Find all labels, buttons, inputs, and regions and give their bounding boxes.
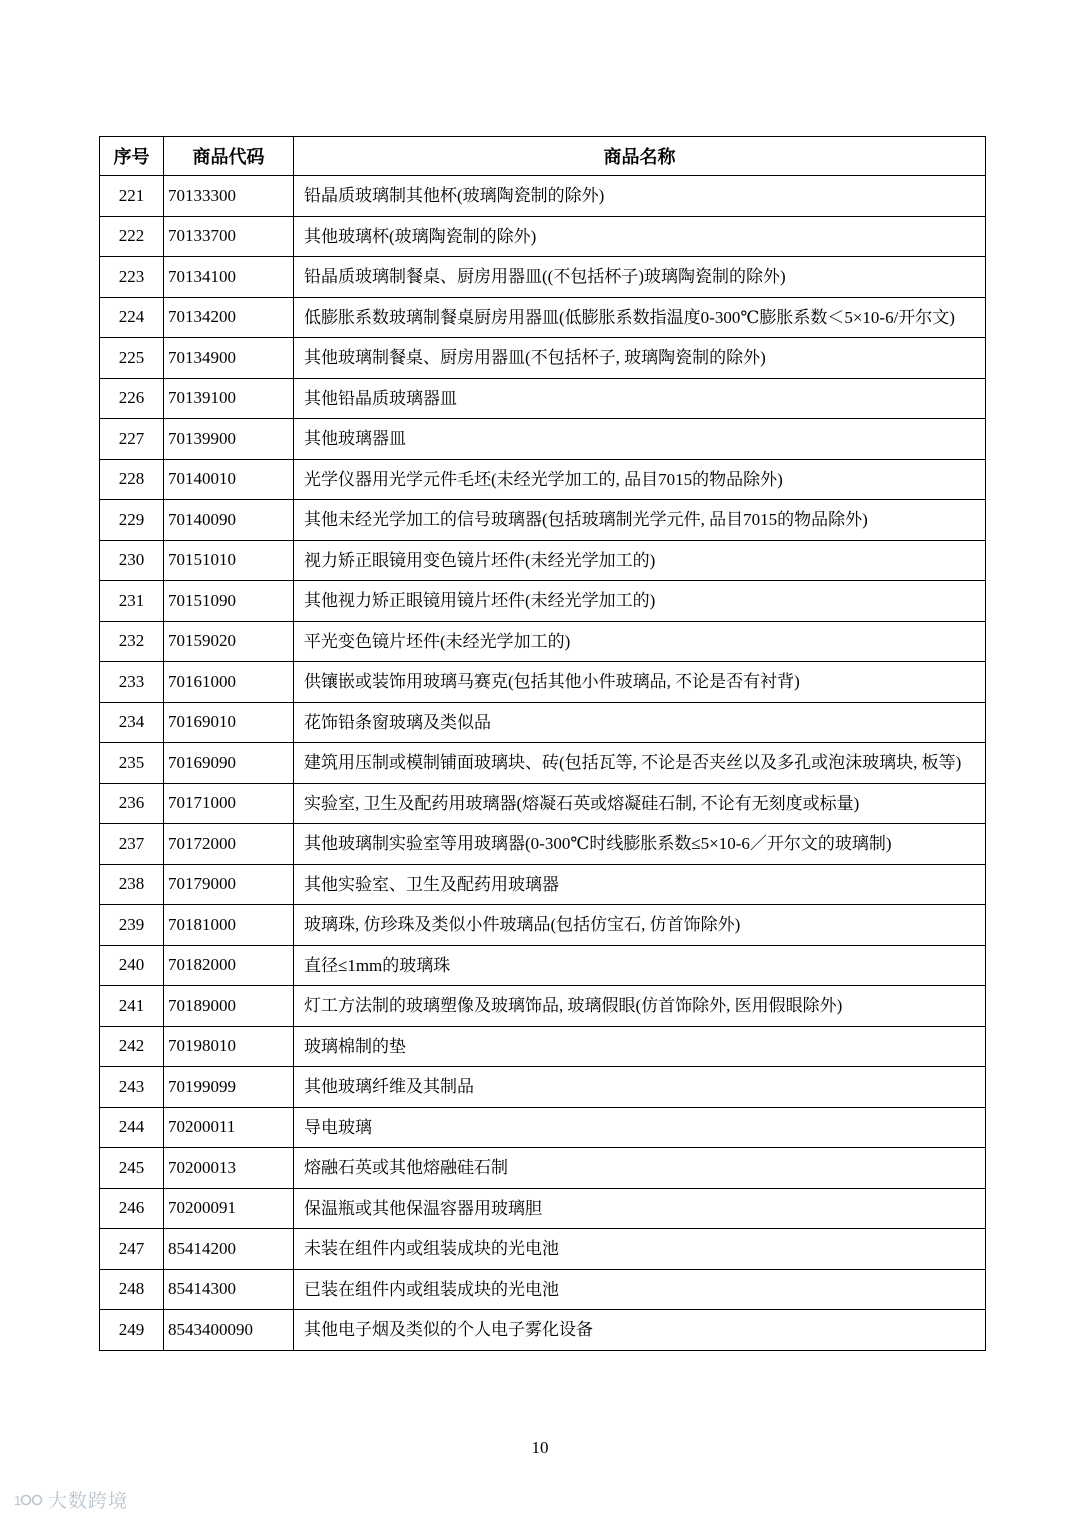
cell-commodity-code: 70161000 xyxy=(164,662,294,703)
cell-commodity-code: 70139100 xyxy=(164,378,294,419)
cell-commodity-name: 其他视力矫正眼镜用镜片坯件(未经光学加工的) xyxy=(294,581,986,622)
cell-commodity-code: 70134100 xyxy=(164,257,294,298)
cell-serial-number: 232 xyxy=(100,621,164,662)
cell-commodity-name: 直径≤1mm的玻璃珠 xyxy=(294,945,986,986)
cell-commodity-code: 70151010 xyxy=(164,540,294,581)
cell-commodity-name: 花饰铅条窗玻璃及类似品 xyxy=(294,702,986,743)
cell-commodity-name: 铅晶质玻璃制餐桌、厨房用器皿((不包括杯子)玻璃陶瓷制的除外) xyxy=(294,257,986,298)
table-header-row xyxy=(100,137,986,176)
table-row xyxy=(100,378,986,419)
table-row xyxy=(100,824,986,865)
cell-serial-number: 241 xyxy=(100,986,164,1027)
cell-commodity-code: 70169090 xyxy=(164,743,294,784)
cell-serial-number: 247 xyxy=(100,1229,164,1270)
cell-serial-number: 221 xyxy=(100,176,164,217)
cell-commodity-name: 导电玻璃 xyxy=(294,1107,986,1148)
header-serial-number: 序号 xyxy=(100,137,164,176)
table-row xyxy=(100,1310,986,1351)
cell-commodity-name: 其他玻璃杯(玻璃陶瓷制的除外) xyxy=(294,216,986,257)
cell-serial-number: 229 xyxy=(100,500,164,541)
svg-text:1: 1 xyxy=(14,1492,23,1508)
cell-commodity-code: 85414200 xyxy=(164,1229,294,1270)
cell-commodity-code: 70181000 xyxy=(164,905,294,946)
cell-serial-number: 249 xyxy=(100,1310,164,1351)
cell-commodity-code: 70172000 xyxy=(164,824,294,865)
cell-commodity-name: 其他玻璃制实验室等用玻璃器(0-300℃时线膨胀系数≤5×10-6／开尔文的玻璃制) xyxy=(294,824,986,865)
cell-commodity-name: 玻璃棉制的垫 xyxy=(294,1026,986,1067)
table-row xyxy=(100,783,986,824)
cell-commodity-name: 其他玻璃纤维及其制品 xyxy=(294,1067,986,1108)
cell-serial-number: 244 xyxy=(100,1107,164,1148)
watermark xyxy=(14,1486,128,1513)
cell-serial-number: 235 xyxy=(100,743,164,784)
cell-serial-number: 242 xyxy=(100,1026,164,1067)
cell-commodity-code: 70199099 xyxy=(164,1067,294,1108)
cell-commodity-name: 玻璃珠, 仿珍珠及类似小件玻璃品(包括仿宝石, 仿首饰除外) xyxy=(294,905,986,946)
cell-serial-number: 240 xyxy=(100,945,164,986)
cell-serial-number: 233 xyxy=(100,662,164,703)
page-number: 10 xyxy=(531,1438,549,1457)
cell-serial-number: 243 xyxy=(100,1067,164,1108)
cell-commodity-code: 70140090 xyxy=(164,500,294,541)
cell-commodity-name: 已装在组件内或组装成块的光电池 xyxy=(294,1269,986,1310)
cell-commodity-name: 其他未经光学加工的信号玻璃器(包括玻璃制光学元件, 品目7015的物品除外) xyxy=(294,500,986,541)
cell-commodity-name: 实验室, 卫生及配药用玻璃器(熔凝石英或熔凝硅石制, 不论有无刻度或标量) xyxy=(294,783,986,824)
table-row xyxy=(100,1026,986,1067)
table-row xyxy=(100,338,986,379)
cell-commodity-code: 70134900 xyxy=(164,338,294,379)
cell-commodity-code: 70179000 xyxy=(164,864,294,905)
table-row xyxy=(100,500,986,541)
cell-commodity-name: 灯工方法制的玻璃塑像及玻璃饰品, 玻璃假眼(仿首饰除外, 医用假眼除外) xyxy=(294,986,986,1027)
cell-commodity-name: 保温瓶或其他保温容器用玻璃胆 xyxy=(294,1188,986,1229)
table-row xyxy=(100,1148,986,1189)
cell-serial-number: 248 xyxy=(100,1269,164,1310)
cell-commodity-code: 70198010 xyxy=(164,1026,294,1067)
cell-serial-number: 228 xyxy=(100,459,164,500)
cell-serial-number: 234 xyxy=(100,702,164,743)
cell-serial-number: 239 xyxy=(100,905,164,946)
cell-commodity-name: 其他电子烟及类似的个人电子雾化设备 xyxy=(294,1310,986,1351)
table-row xyxy=(100,662,986,703)
cell-commodity-name: 未装在组件内或组装成块的光电池 xyxy=(294,1229,986,1270)
header-commodity-name: 商品名称 xyxy=(294,137,986,176)
cell-serial-number: 227 xyxy=(100,419,164,460)
cell-commodity-code: 70134200 xyxy=(164,297,294,338)
table-row xyxy=(100,621,986,662)
table-row xyxy=(100,419,986,460)
cell-commodity-name: 视力矫正眼镜用变色镜片坯件(未经光学加工的) xyxy=(294,540,986,581)
table-row xyxy=(100,864,986,905)
cell-commodity-name: 其他玻璃器皿 xyxy=(294,419,986,460)
table-row xyxy=(100,1229,986,1270)
cell-commodity-code: 70159020 xyxy=(164,621,294,662)
cell-serial-number: 230 xyxy=(100,540,164,581)
table-row xyxy=(100,945,986,986)
table-row xyxy=(100,459,986,500)
cell-commodity-name: 铅晶质玻璃制其他杯(玻璃陶瓷制的除外) xyxy=(294,176,986,217)
cell-commodity-name: 建筑用压制或模制铺面玻璃块、砖(包括瓦等, 不论是否夹丝以及多孔或泡沫玻璃块, 板等) xyxy=(294,743,986,784)
cell-commodity-code: 70151090 xyxy=(164,581,294,622)
cell-commodity-code: 70133300 xyxy=(164,176,294,217)
table-row xyxy=(100,905,986,946)
table-row xyxy=(100,1269,986,1310)
table-row xyxy=(100,257,986,298)
table-row xyxy=(100,1188,986,1229)
commodity-table xyxy=(99,136,986,1351)
cell-commodity-code: 70200091 xyxy=(164,1188,294,1229)
cell-serial-number: 238 xyxy=(100,864,164,905)
cell-commodity-name: 低膨胀系数玻璃制餐桌厨房用器皿(低膨胀系数指温度0-300℃膨胀系数＜5×10-6/开尔文) xyxy=(294,297,986,338)
cell-commodity-name: 其他实验室、卫生及配药用玻璃器 xyxy=(294,864,986,905)
cell-commodity-code: 70171000 xyxy=(164,783,294,824)
header-commodity-code: 商品代码 xyxy=(164,137,294,176)
cell-serial-number: 236 xyxy=(100,783,164,824)
cell-commodity-code: 70169010 xyxy=(164,702,294,743)
cell-commodity-name: 平光变色镜片坯件(未经光学加工的) xyxy=(294,621,986,662)
cell-commodity-code: 70140010 xyxy=(164,459,294,500)
cell-commodity-name: 光学仪器用光学元件毛坯(未经光学加工的, 品目7015的物品除外) xyxy=(294,459,986,500)
table-row xyxy=(100,702,986,743)
cell-serial-number: 246 xyxy=(100,1188,164,1229)
cell-commodity-code: 70200011 xyxy=(164,1107,294,1148)
cell-commodity-name: 供镶嵌或装饰用玻璃马赛克(包括其他小件玻璃品, 不论是否有衬背) xyxy=(294,662,986,703)
cell-commodity-code: 70182000 xyxy=(164,945,294,986)
cell-serial-number: 231 xyxy=(100,581,164,622)
table-row xyxy=(100,297,986,338)
cell-commodity-code: 8543400090 xyxy=(164,1310,294,1351)
cell-commodity-code: 70200013 xyxy=(164,1148,294,1189)
cell-serial-number: 223 xyxy=(100,257,164,298)
cell-commodity-name: 其他玻璃制餐桌、厨房用器皿(不包括杯子, 玻璃陶瓷制的除外) xyxy=(294,338,986,379)
cell-serial-number: 225 xyxy=(100,338,164,379)
cell-commodity-code: 70139900 xyxy=(164,419,294,460)
cell-serial-number: 224 xyxy=(100,297,164,338)
table-row xyxy=(100,743,986,784)
table-row xyxy=(100,1067,986,1108)
cell-commodity-code: 70133700 xyxy=(164,216,294,257)
watermark-logo-icon xyxy=(14,1490,44,1510)
cell-serial-number: 226 xyxy=(100,378,164,419)
cell-commodity-name: 其他铅晶质玻璃器皿 xyxy=(294,378,986,419)
table-row xyxy=(100,540,986,581)
table-row xyxy=(100,581,986,622)
table-row xyxy=(100,1107,986,1148)
cell-commodity-code: 85414300 xyxy=(164,1269,294,1310)
watermark-text: 大数跨境 xyxy=(48,1491,129,1512)
cell-commodity-name: 熔融石英或其他熔融硅石制 xyxy=(294,1148,986,1189)
cell-serial-number: 245 xyxy=(100,1148,164,1189)
cell-serial-number: 222 xyxy=(100,216,164,257)
table-row xyxy=(100,216,986,257)
cell-serial-number: 237 xyxy=(100,824,164,865)
table-row xyxy=(100,176,986,217)
cell-commodity-code: 70189000 xyxy=(164,986,294,1027)
table-row xyxy=(100,986,986,1027)
